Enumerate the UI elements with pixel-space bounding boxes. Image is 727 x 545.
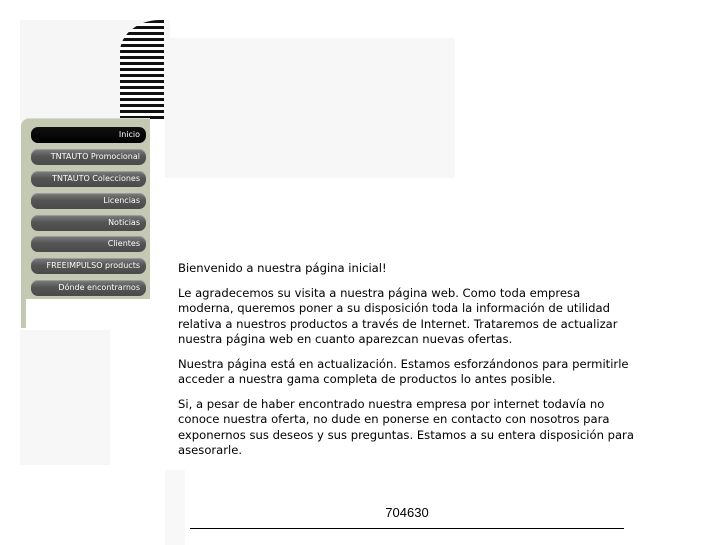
nav-item-inicio[interactable]: Inicio	[31, 127, 146, 143]
nav-item-freeimpulso-products[interactable]: FREEIMPULSO products	[31, 258, 146, 274]
nav-item-tntauto-colecciones[interactable]: TNTAUTO Colecciones	[31, 171, 146, 187]
nav-item-noticias[interactable]: Noticias	[31, 215, 146, 231]
update-paragraph: Nuestra página está en actualización. Estamos esforzándonos para permitirle acceder a nuestra gama completa de productos lo antes posible.	[178, 356, 629, 386]
sidebar-base	[21, 298, 26, 328]
counter-divider	[190, 528, 624, 529]
intro-paragraph: Le agradecemos su visita a nuestra página web. Como toda empresa moderna, queremos poner a su disposición toda la información de utilidad relativa a nuestros productos a través de Internet. Trataremos de actualizar nuestra página web en cuanto aparezcan nuevas ofertas.	[178, 285, 618, 346]
header-background	[165, 38, 455, 178]
nav-item-donde-encontrarnos[interactable]: Dónde encontrarnos	[31, 280, 146, 296]
striped-pipe-decoration	[120, 20, 164, 120]
nav-item-clientes[interactable]: Clientes	[31, 236, 146, 252]
sidebar-nav	[21, 118, 150, 299]
nav-item-tntauto-promocional[interactable]: TNTAUTO Promocional	[31, 149, 146, 165]
nav-item-licencias[interactable]: Licencias	[31, 193, 146, 209]
visit-counter: 704630	[385, 505, 429, 520]
welcome-text: Bienvenido a nuestra página inicial!	[178, 261, 387, 275]
background-panel-lower	[20, 330, 110, 465]
background-panel-bottom	[165, 470, 185, 545]
contact-paragraph: Si, a pesar de haber encontrado nuestra empresa por internet todavía no conoce nuestra oferta, no dude en ponerse en contacto con nosotros para exponernos sus deseos y sus preguntas. Estamos a su entera disposición para asesorarle.	[178, 396, 634, 457]
main-content	[178, 261, 638, 468]
